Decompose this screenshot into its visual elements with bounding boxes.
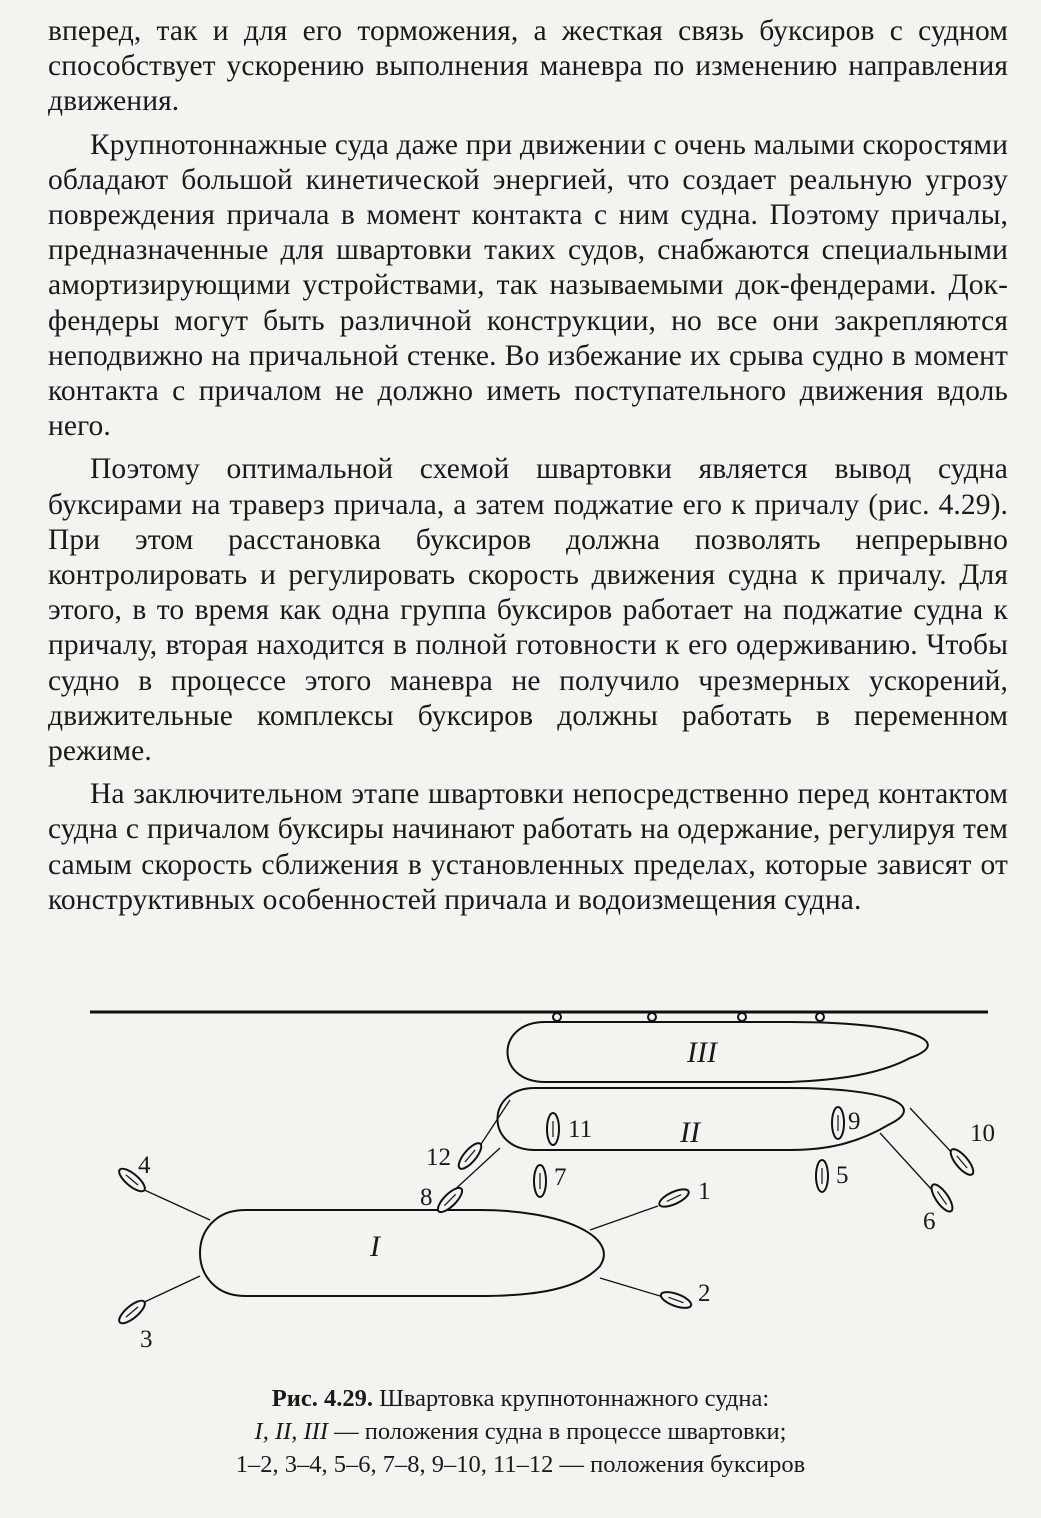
paragraph-4: На заключительном этапе швартовки непосредственно перед контактом судна с причалом буксиры начинают работать на одержание, регулируя тем самым скорость сближения в установленных пределах, которые зависят от конструктивных особенностей причала и водоизмещения судна.: [48, 778, 1008, 916]
label-tug-12: 12: [426, 1144, 451, 1171]
tug-1: [657, 1186, 691, 1210]
tug-11: [547, 1113, 559, 1145]
label-tug-11: 11: [568, 1116, 593, 1143]
tug-9: [832, 1107, 844, 1139]
label-tug-7: 7: [554, 1164, 567, 1191]
page-text: [48, 14, 1008, 918]
label-tug-10: 10: [970, 1120, 995, 1147]
label-tug-3: 3: [140, 1326, 153, 1353]
caption-positions-desc: — положения судна в процессе швартовки;: [327, 1418, 787, 1445]
label-tug-2: 2: [698, 1280, 711, 1307]
paragraph-3: Поэтому оптимальной схемой швартовки является вывод судна буксирами на траверз причала, а затем поджатие его к причалу (рис. 4.29). При этом расстановка буксиров должна позволять непрерывно контролировать и регулировать скорость движения судна к причалу. Для этого, в то время как одна группа буксиров работает на поджатие судна к причалу, вторая находится в полной готовности к его одерживанию. Чтобы судно в процессе этого маневра не получило чрезмерных ускорений, движительные комплексы буксиров должны работать в переменном режиме.: [48, 453, 1008, 768]
bollard: [648, 1013, 656, 1021]
label-position-II: II: [680, 1116, 700, 1149]
label-position-III: III: [687, 1036, 717, 1069]
label-tug-5: 5: [836, 1162, 849, 1189]
paragraph-2: Крупнотоннажные суда даже при движении с очень малыми скоростями обладают большой кинетической энергией, что создает реальную угрозу повреждения причала в момент контакта с ним судна. Поэтому причалы, предназначенные для швартовки таких судов, снабжаются специальными амортизирующими устройствами, так называемыми док-фендерами. Док-фендеры могут быть различной конструкции, но все они закрепляются неподвижно на причальной стенке. Во избежание их срыва судно в момент контакта с причалом не должно иметь поступательного движения вдоль него.: [48, 128, 1008, 443]
bollard: [816, 1013, 824, 1021]
caption-line-2: [0, 1415, 1041, 1448]
tug-3: [116, 1297, 148, 1327]
mooring-diagram: [0, 998, 1041, 1388]
bollard: [738, 1013, 746, 1021]
label-tug-4: 4: [138, 1152, 151, 1179]
figure-caption: [0, 1382, 1041, 1481]
tug-7: [534, 1165, 546, 1197]
caption-line-3: 1–2, 3–4, 5–6, 7–8, 9–10, 11–12 — положения буксиров: [235, 1451, 806, 1478]
tug-12: [455, 1140, 485, 1172]
tug-5: [816, 1160, 828, 1192]
label-position-I: I: [370, 1230, 380, 1263]
tug-2: [659, 1289, 693, 1311]
caption-positions: I, II, III: [254, 1418, 328, 1445]
ship-position-III: [508, 1022, 928, 1082]
label-tug-8: 8: [420, 1184, 433, 1211]
paragraph-1: вперед, так и для его торможения, а жесткая связь буксиров с судном способствует ускорению выполнения маневра по изменению направления движения.: [48, 15, 1008, 118]
bollard: [553, 1013, 561, 1021]
bollards: [553, 1013, 824, 1021]
ship-position-I: [200, 1210, 604, 1296]
label-tug-9: 9: [848, 1108, 861, 1135]
caption-title: [0, 1382, 1041, 1415]
caption-figure-number: Рис. 4.29.: [271, 1385, 373, 1412]
diagram-drawing: [0, 998, 1041, 1388]
tug-10: [947, 1146, 977, 1178]
caption-title-text: Швартовка крупнотоннажного судна:: [373, 1385, 770, 1412]
label-tug-1: 1: [698, 1178, 711, 1205]
label-tug-6: 6: [923, 1208, 936, 1235]
